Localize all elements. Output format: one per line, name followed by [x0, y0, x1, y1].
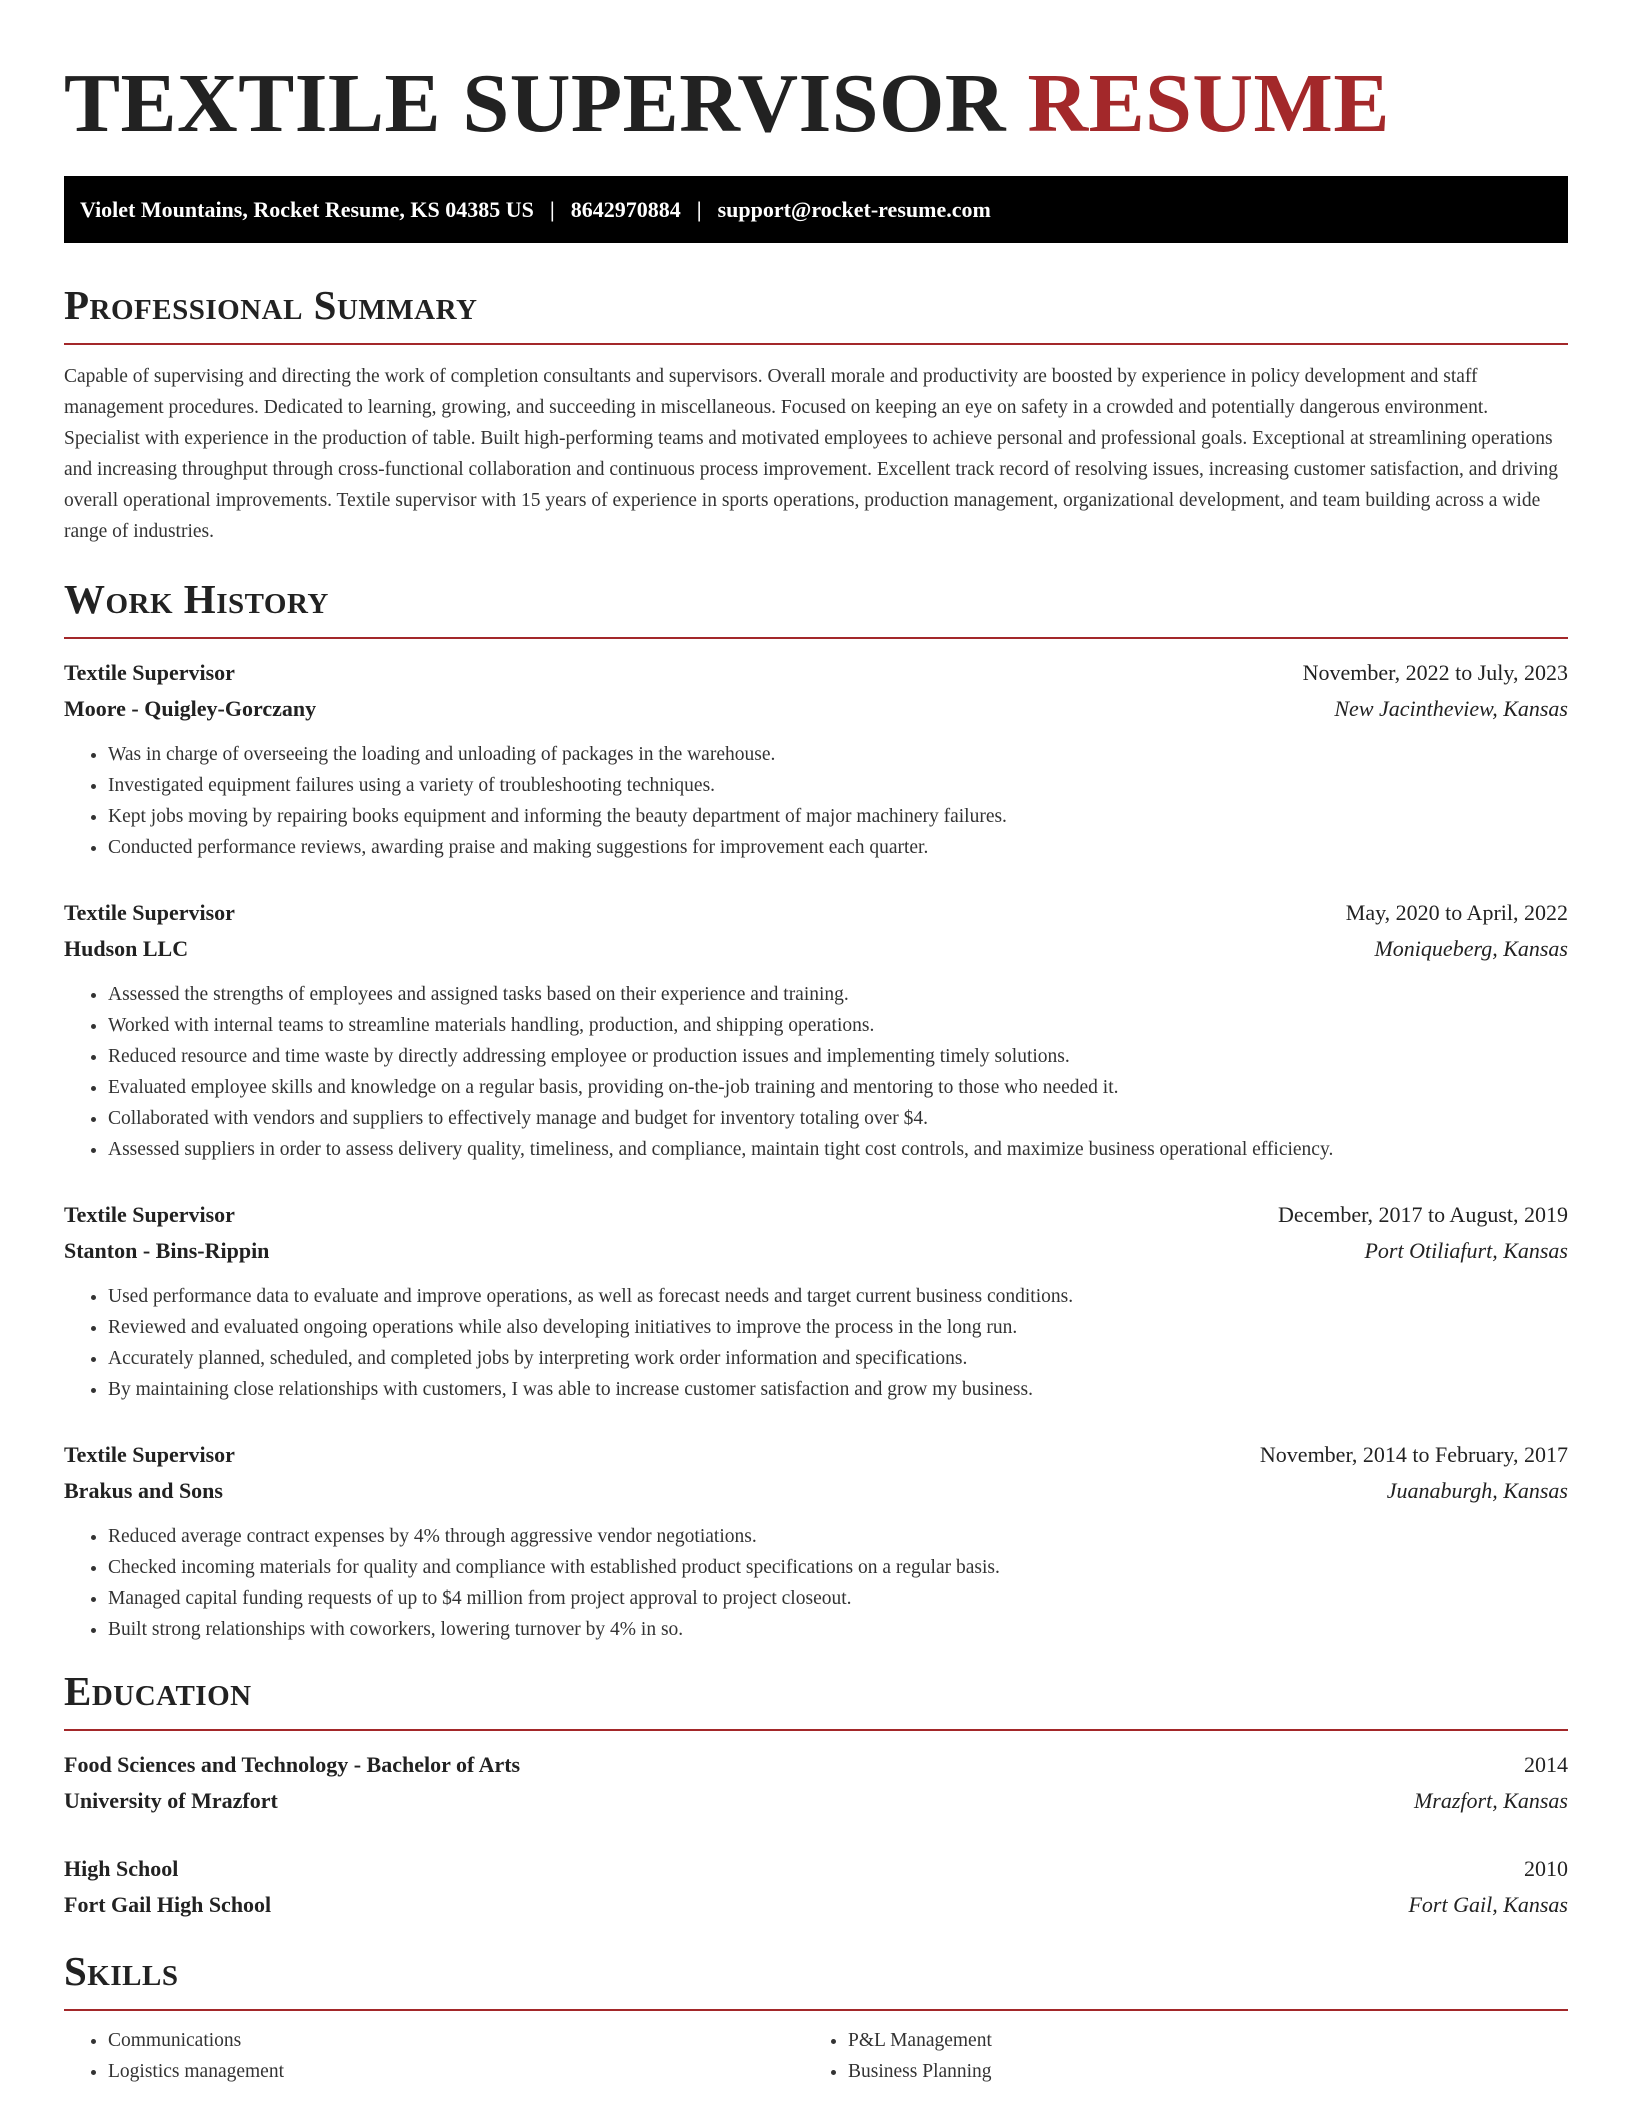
job-entry	[64, 1437, 1568, 1645]
job-bullet: • Reduced resource and time waste by directly addressing employee or production issues and implementing timely solutions.	[108, 1041, 1568, 1072]
job-title: Textile Supervisor	[64, 660, 235, 685]
contact-email: support@rocket-resume.com	[717, 196, 991, 222]
job-title: Textile Supervisor	[64, 1202, 235, 1227]
skill-item: • P&L Management	[848, 2025, 1544, 2056]
education-section	[64, 1667, 1568, 1923]
job-bullet: • Built strong relationships with coworkers, lowering turnover by 4% in so.	[108, 1614, 1568, 1645]
job-company: Brakus and Sons	[64, 1478, 223, 1503]
contact-separator: |	[549, 196, 555, 222]
job-location: New Jacintheview, Kansas	[1334, 696, 1568, 721]
job-dates: December, 2017 to August, 2019	[1278, 1202, 1568, 1227]
job-dates: November, 2014 to February, 2017	[1259, 1442, 1568, 1467]
section-divider	[64, 1729, 1568, 1731]
skills-list-left	[64, 2025, 804, 2087]
contact-separator: |	[696, 196, 702, 222]
job-bullet: • Kept jobs moving by repairing books equipment and informing the beauty department of major machinery failures.	[108, 801, 1568, 832]
contact-phone: 8642970884	[570, 196, 681, 222]
skill-item: • Business Planning	[848, 2056, 1544, 2087]
summary-section	[64, 281, 1568, 547]
contact-bar	[64, 176, 1568, 243]
job-bullet: • Reviewed and evaluated ongoing operations while also developing initiatives to improve the process in the long run.	[108, 1312, 1568, 1343]
education-location: Mrazfort, Kansas	[1413, 1788, 1568, 1813]
job-bullets	[64, 1281, 1568, 1405]
contact-address: Violet Mountains, Rocket Resume, KS 04385 US	[80, 196, 534, 222]
job-entry	[64, 895, 1568, 1165]
job-bullet: • Checked incoming materials for quality and compliance with established product specifications on a regular basis.	[108, 1552, 1568, 1583]
section-heading-summary: Professional Summary	[64, 282, 478, 328]
job-bullets	[64, 739, 1568, 863]
job-bullet: • Managed capital funding requests of up to $4 million from project approval to project closeout.	[108, 1583, 1568, 1614]
job-bullet: • Assessed the strengths of employees and assigned tasks based on their experience and training.	[108, 979, 1568, 1010]
job-location: Moniqueberg, Kansas	[1374, 936, 1568, 961]
education-entry	[64, 1851, 1568, 1923]
skill-item: • Logistics management	[108, 2056, 804, 2087]
title-accent: RESUME	[1027, 57, 1390, 150]
skill-item: • Communications	[108, 2025, 804, 2056]
job-bullet: • Reduced average contract expenses by 4% through aggressive vendor negotiations.	[108, 1521, 1568, 1552]
section-heading-work-history: Work History	[64, 576, 329, 622]
education-location: Fort Gail, Kansas	[1408, 1892, 1568, 1917]
section-divider	[64, 637, 1568, 639]
skills-section	[64, 1947, 1568, 2087]
education-year: 2014	[1524, 1752, 1568, 1777]
job-bullet: • Worked with internal teams to streamline materials handling, production, and shipping operations.	[108, 1010, 1568, 1041]
section-divider	[64, 343, 1568, 345]
job-location: Port Otiliafurt, Kansas	[1364, 1238, 1568, 1263]
job-bullet: • Assessed suppliers in order to assess delivery quality, timeliness, and compliance, maintain tight cost controls, and maximize business operational efficiency.	[108, 1134, 1568, 1165]
job-dates: November, 2022 to July, 2023	[1302, 660, 1568, 685]
work-history-section	[64, 575, 1568, 1645]
job-entry	[64, 655, 1568, 863]
job-entry	[64, 1197, 1568, 1405]
job-title: Textile Supervisor	[64, 1442, 235, 1467]
job-bullets	[64, 979, 1568, 1165]
job-bullet: • Used performance data to evaluate and improve operations, as well as forecast needs and target current business conditions.	[108, 1281, 1568, 1312]
job-bullet: • Accurately planned, scheduled, and completed jobs by interpreting work order information and specifications.	[108, 1343, 1568, 1374]
job-bullet: • Collaborated with vendors and suppliers to effectively manage and budget for inventory totaling over $4.	[108, 1103, 1568, 1134]
job-company: Moore - Quigley-Gorczany	[64, 696, 317, 721]
section-divider	[64, 2009, 1568, 2011]
education-degree: Food Sciences and Technology - Bachelor of Arts	[64, 1752, 521, 1777]
education-school: Fort Gail High School	[64, 1892, 272, 1917]
job-company: Stanton - Bins-Rippin	[64, 1238, 270, 1263]
summary-text: Capable of supervising and directing the work of completion consultants and supervisors. Overall morale and productivity are boosted by experience in policy development and staff management procedures. Dedicated to learning, growing, and succeeding in miscellaneous. Focused on keeping an eye on safety in a crowded and potentially dangerous environment. Specialist with experience in the production of table. Built high-performing teams and motivated employees to achieve personal and professional goals. Exceptional at streamlining operations and increasing throughput through cross-functional collaboration and continuous process improvement. Excellent track record of resolving issues, increasing customer satisfaction, and driving overall operational improvements. Textile supervisor with 15 years of experience in sports operations, production management, organizational development, and team building across a wide range of industries.	[64, 366, 1559, 542]
job-company: Hudson LLC	[64, 936, 189, 961]
job-dates: May, 2020 to April, 2022	[1345, 900, 1568, 925]
job-bullet: • Was in charge of overseeing the loading and unloading of packages in the warehouse.	[108, 739, 1568, 770]
education-entry	[64, 1747, 1568, 1819]
skills-list-right	[804, 2025, 1544, 2087]
education-year: 2010	[1524, 1856, 1568, 1881]
job-bullet: • Investigated equipment failures using a variety of troubleshooting techniques.	[108, 770, 1568, 801]
job-bullets	[64, 1521, 1568, 1645]
job-title: Textile Supervisor	[64, 900, 235, 925]
education-school: University of Mrazfort	[64, 1788, 278, 1813]
skills-columns	[64, 2025, 1568, 2087]
section-heading-skills: Skills	[64, 1948, 179, 1994]
resume-title	[64, 0, 1568, 152]
job-bullet: • By maintaining close relationships with customers, I was able to increase customer satisfaction and grow my business.	[108, 1374, 1568, 1405]
title-main: TEXTILE SUPERVISOR	[64, 57, 1006, 150]
job-bullet: • Conducted performance reviews, awarding praise and making suggestions for improvement each quarter.	[108, 832, 1568, 863]
section-heading-education: Education	[64, 1668, 252, 1714]
job-bullet: • Evaluated employee skills and knowledge on a regular basis, providing on-the-job training and mentoring to those who needed it.	[108, 1072, 1568, 1103]
education-degree: High School	[64, 1856, 179, 1881]
job-location: Juanaburgh, Kansas	[1386, 1478, 1568, 1503]
